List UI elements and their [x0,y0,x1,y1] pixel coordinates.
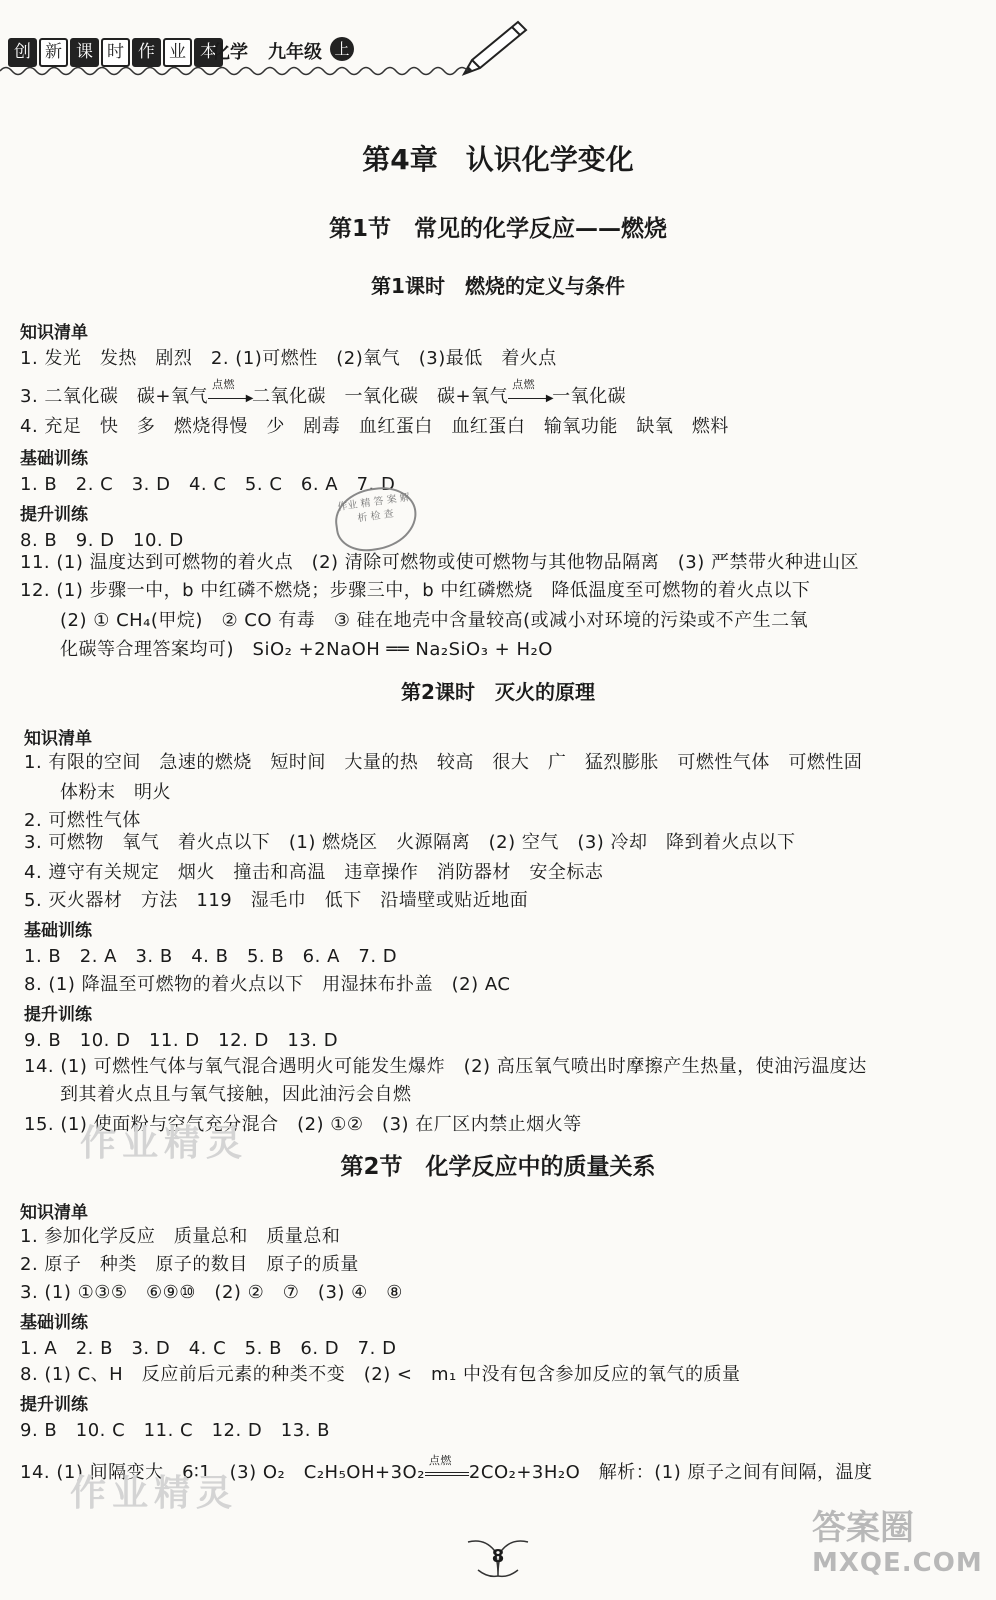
answer-line: 1. A 2. B 3. D 4. C 5. B 6. D 7. D [20,1338,397,1359]
answer-line-equation [20,378,627,408]
reaction-arrow-icon: 点燃 ▶ [508,388,552,406]
page-header [0,0,996,80]
answer-line: 1. B 2. A 3. B 4. B 5. B 6. A 7. D [24,946,398,967]
answer-line: 5. 灭火器材 方法 119 湿毛巾 低下 沿墙壁或贴近地面 [24,890,529,911]
answer-line: 15. (1) 使面粉与空气充分混合 (2) ①② (3) 在厂区内禁止烟火等 [24,1114,582,1135]
brand-char: 时 [101,38,130,67]
equation-text: 3. 二氧化碳 碳+氧气 [20,386,208,407]
header-wave-divider [0,64,996,78]
site-watermark-url: MXQE.COM [812,1548,983,1578]
brand-char: 课 [70,38,99,67]
section-heading: 基础训练 [24,921,92,941]
section-heading: 基础训练 [20,449,88,469]
answer-line: 12. (1) 步骤一中，b 中红磷不燃烧；步骤三中，b 中红磷燃烧 降低温度至可燃物的着火点以下 [20,580,811,601]
answer-line: 1. B 2. C 3. D 4. C 5. C 6. A 7. D [20,474,396,495]
answer-line: 8. (1) C、H 反应前后元素的种类不变 (2) < m₁ 中没有包含参加反应的氧气的质量 [20,1364,741,1385]
reaction-condition: 点燃 [512,378,536,391]
header-volume-badge: 上 [330,37,354,61]
answer-line: 8. B 9. D 10. D [20,530,184,551]
answer-line: 化碳等合理答案均可) SiO₂ +2NaOH ══ Na₂SiO₃ + H₂O [60,639,553,660]
lesson-title: 第1课时 燃烧的定义与条件 [371,274,625,298]
site-watermark-logo: 答案圈 [812,1508,914,1548]
reaction-arrow-icon: 点燃 ▶ [208,388,252,406]
section-heading: 提升训练 [24,1005,92,1025]
lesson-title: 第2课时 灭火的原理 [401,680,595,704]
answer-line: 9. B 10. D 11. D 12. D 13. D [24,1030,339,1051]
answer-line: 3. (1) ①③⑤ ⑥⑨⑩ (2) ② ⑦ (3) ④ ⑧ [20,1282,403,1303]
equation-text: 一氧化碳 [552,386,627,407]
equation-text: 14. (1) 间隔变大 6∶1 (3) O₂ C₂H₅OH+3O₂ [20,1462,425,1483]
answer-line: 1. 有限的空间 急速的燃烧 短时间 大量的热 较高 很大 广 猛烈膨胀 可燃性气体 可燃性固 [24,752,863,773]
reaction-condition: 点燃 [211,378,235,391]
stamp-watermark: 作业 精 答 案 解 析 检 查 [331,483,421,556]
answer-line: 2. 原子 种类 原子的数目 原子的质量 [20,1254,359,1275]
brand-char: 新 [39,38,68,67]
brand-char: 本 [194,38,223,67]
watermark-text: 作业精灵 [70,1473,239,1514]
header-grade: 九年级 [268,42,322,63]
series-brand [8,38,225,67]
section-title: 第1节 常见的化学反应——燃烧 [328,216,667,242]
section-heading: 知识清单 [20,1203,88,1223]
answer-line: 14. (1) 可燃性气体与氧气混合遇明火可能发生爆炸 (2) 高压氧气喷出时摩擦产生热量，使油污温度达 [24,1056,867,1077]
header-subject: 化学 [212,42,248,63]
section-heading: 提升训练 [20,505,88,525]
answer-line: 9. B 10. C 11. C 12. D 13. B [20,1420,330,1441]
reaction-condition: 点燃 [428,1454,452,1467]
answer-line: 到其着火点且与氧气接触，因此油污会自燃 [60,1084,412,1105]
answer-line: 2. 可燃性气体 [24,810,141,831]
equation-text: 2CO₂+3H₂O 解析：(1) 原子之间有间隔，温度 [468,1462,873,1483]
section-heading: 提升训练 [20,1395,88,1415]
answer-line: 体粉末 明火 [60,782,171,803]
answer-line: 3. 可燃物 氧气 着火点以下 (1) 燃烧区 火源隔离 (2) 空气 (3) 冷却 降到着火点以下 [24,832,796,853]
answer-line: 1. 参加化学反应 质量总和 质量总和 [20,1226,341,1247]
answer-line: 8. (1) 降温至可燃物的着火点以下 用湿抹布扑盖 (2) AC [24,974,511,995]
answer-line: (2) ① CH₄(甲烷) ② CO 有毒 ③ 硅在地壳中含量较高(或减小对环境的污染或不产生二氧 [60,610,809,631]
section-title: 第2节 化学反应中的质量关系 [340,1154,656,1180]
section-heading: 基础训练 [20,1313,88,1333]
answer-line: 4. 遵守有关规定 烟火 撞击和高温 违章操作 消防器材 安全标志 [24,862,604,883]
chapter-title: 第4章 认识化学变化 [362,143,634,176]
answer-line: 1. 发光 发热 剧烈 2. (1)可燃性 (2)氧气 (3)最低 着火点 [20,348,557,369]
answer-line: 11. (1) 温度达到可燃物的着火点 (2) 清除可燃物或使可燃物与其他物品隔离 (3) 严禁带火种进山区 [20,552,859,573]
equation-text: 二氧化碳 一氧化碳 碳+氧气 [251,386,509,407]
watermark-text: 作业精灵 [80,1123,249,1164]
section-heading: 知识清单 [20,323,88,343]
page-number: 8 [491,1546,505,1567]
reaction-equals-icon [425,1454,469,1482]
answer-line: 4. 充足 快 多 燃烧得慢 少 剧毒 血红蛋白 血红蛋白 输氧功能 缺氧 燃料 [20,416,729,437]
section-heading: 知识清单 [24,729,92,749]
brand-char: 作 [132,38,161,67]
brand-char: 创 [8,38,37,67]
brand-char: 业 [163,38,192,67]
